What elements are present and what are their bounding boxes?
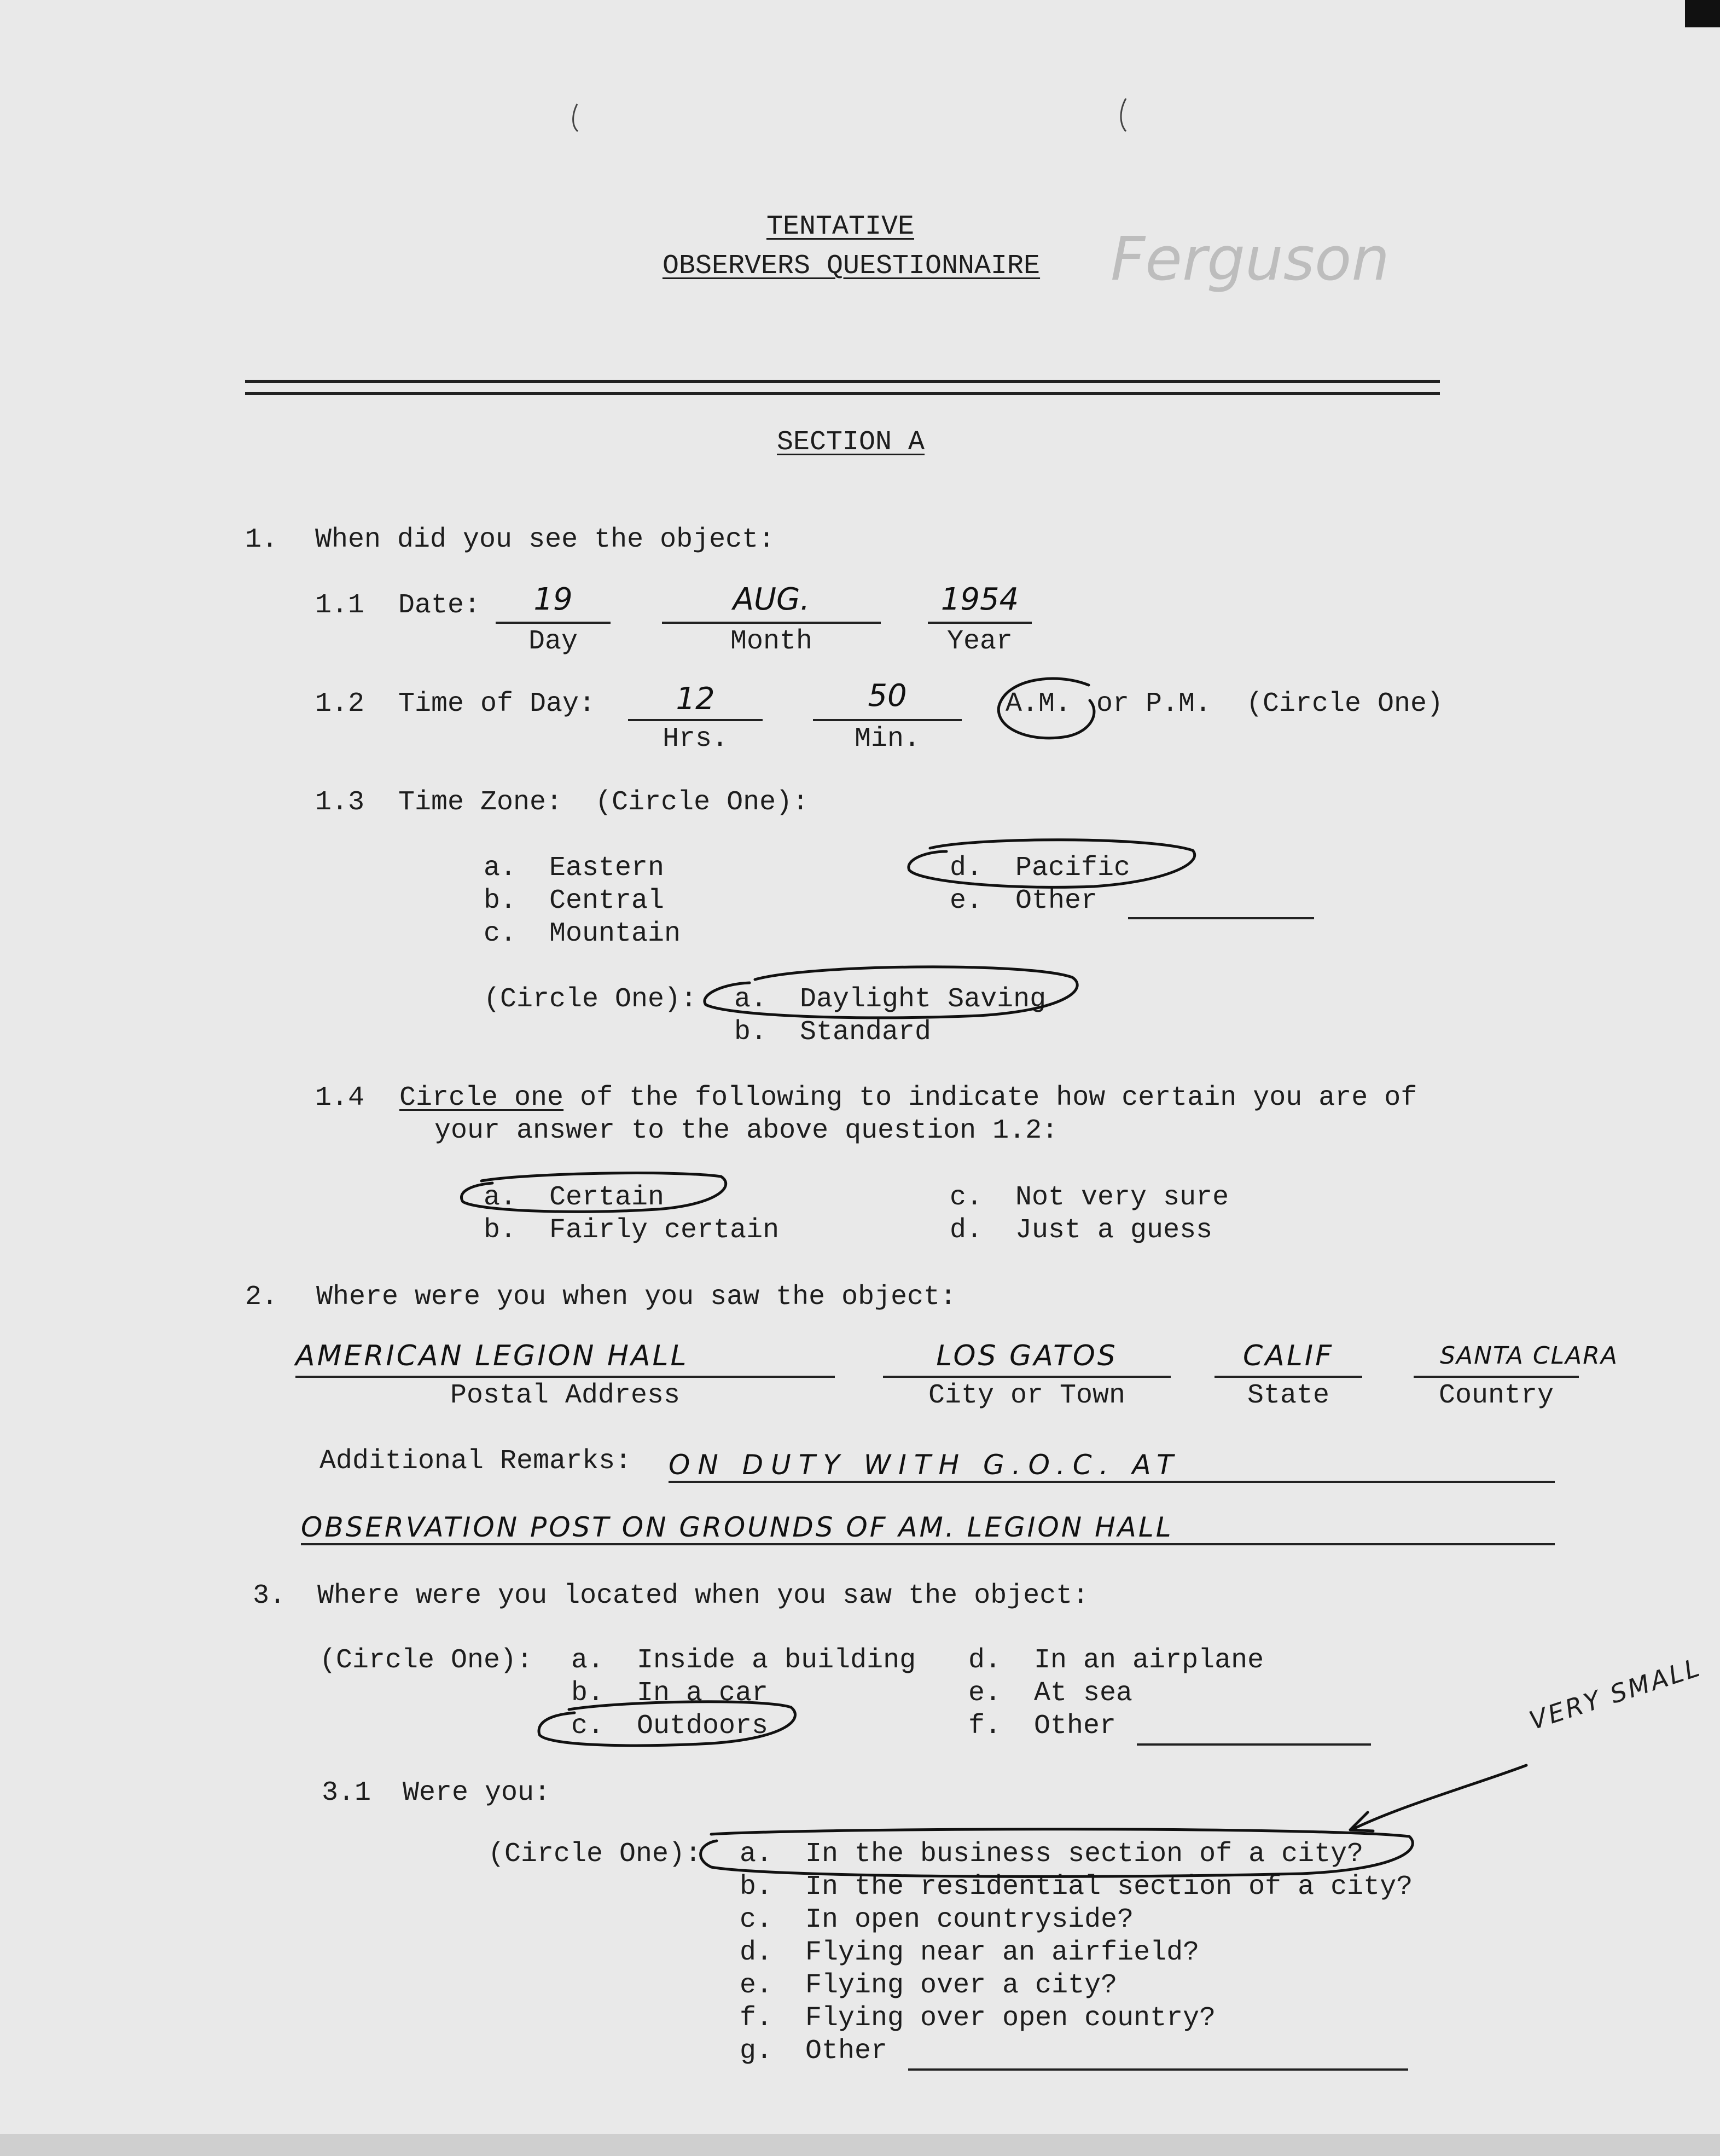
certain-circle-mark: [461, 1173, 725, 1212]
date-year-caption: Year: [946, 626, 1013, 657]
certainty-circle-one: Circle one: [399, 1082, 564, 1114]
outdoors-circle-mark: [539, 1702, 795, 1746]
q1-number: 1.: [245, 524, 278, 555]
city-value: LOS GATOS: [936, 1340, 1118, 1372]
pacific-circle-mark: [909, 840, 1195, 888]
certainty-option-certain: a. Certain: [484, 1182, 665, 1213]
am-circle-mark: [998, 679, 1094, 738]
time-label: Time of Day:: [398, 688, 596, 720]
state-value: CALIF: [1242, 1340, 1334, 1372]
top-right-scratch-mark: [1121, 98, 1126, 131]
q1-3-number: 1.3: [315, 787, 365, 818]
area-option-open-country: f. Flying over open country?: [740, 2003, 1216, 2034]
city-caption: City or Town: [928, 1380, 1126, 1411]
time-hours-caption: Hrs.: [662, 723, 729, 755]
annotation-arrow-line: [1351, 1765, 1526, 1830]
q3-1-label: Were you:: [403, 1777, 551, 1809]
section-heading: SECTION A: [777, 427, 925, 458]
time-am-option: A.M.: [1006, 688, 1072, 720]
time-minutes-value: 50: [868, 678, 907, 714]
time-zone-label: Time Zone: (Circle One):: [398, 787, 809, 818]
zone-option-mountain: c. Mountain: [484, 918, 681, 949]
remarks-value-line1: ON DUTY WITH G.O.C. AT: [669, 1449, 1181, 1481]
dst-option-daylight: a. Daylight Saving: [734, 984, 1047, 1015]
certainty-instruction-line1: of the following to indicate how certain you are of: [563, 1082, 1417, 1114]
location-option-car: b. In a car: [571, 1678, 769, 1709]
location-option-sea: e. At sea: [968, 1678, 1133, 1709]
location-option-other: f. Other: [968, 1711, 1117, 1742]
dst-option-standard: b. Standard: [734, 1017, 932, 1048]
handwritten-name-annotation: Ferguson: [1111, 224, 1390, 294]
handwritten-very-small-note: VERY SMALL: [1525, 1652, 1705, 1736]
area-option-over-city: e. Flying over a city?: [740, 1970, 1118, 2001]
q2-text: Where were you when you saw the object:: [316, 1282, 957, 1313]
business-circle-mark: [701, 1829, 1413, 1877]
form-title-tentative: TENTATIVE: [766, 211, 915, 242]
location-option-building: a. Inside a building: [571, 1645, 916, 1676]
zone-option-central: b. Central: [484, 885, 665, 917]
q1-4-number: 1.4: [315, 1082, 365, 1114]
form-title-questionnaire: OBSERVERS QUESTIONNAIRE: [662, 251, 1041, 282]
q1-2-number: 1.2: [315, 688, 365, 720]
top-left-scratch-mark: [573, 104, 578, 131]
certainty-option-not-very: c. Not very sure: [950, 1182, 1229, 1213]
date-label: Date:: [398, 590, 481, 621]
certainty-option-guess: d. Just a guess: [950, 1215, 1213, 1246]
time-hours-value: 12: [676, 681, 715, 717]
area-option-business: a. In the business section of a city?: [740, 1839, 1364, 1870]
q3-text: Where were you located when you saw the object:: [317, 1580, 1089, 1612]
certainty-option-fairly: b. Fairly certain: [484, 1215, 780, 1246]
date-day-value: 19: [533, 582, 573, 617]
date-month-value: AUG.: [733, 582, 810, 617]
time-pm-option: or P.M.: [1096, 688, 1212, 720]
country-caption: Country: [1438, 1380, 1554, 1411]
area-circle-instruction: (Circle One):: [488, 1839, 702, 1870]
time-minutes-caption: Min.: [854, 723, 921, 755]
location-option-airplane: d. In an airplane: [968, 1645, 1264, 1676]
remarks-value-line2: OBSERVATION POST ON GROUNDS OF AM. LEGION HALL: [301, 1511, 1173, 1543]
q1-text: When did you see the object:: [315, 524, 775, 555]
location-option-outdoors: c. Outdoors: [571, 1711, 769, 1742]
q3-number: 3.: [253, 1580, 286, 1612]
time-circle-instruction: (Circle One): [1246, 688, 1444, 720]
state-caption: State: [1247, 1380, 1330, 1411]
area-option-countryside: c. In open countryside?: [740, 1904, 1134, 1935]
remarks-label: Additional Remarks:: [319, 1446, 632, 1477]
location-circle-instruction: (Circle One):: [319, 1645, 533, 1676]
area-option-residential: b. In the residential section of a city?: [740, 1871, 1413, 1903]
area-option-airfield: d. Flying near an airfield?: [740, 1937, 1200, 1968]
q3-1-number: 3.1: [322, 1777, 371, 1809]
postal-address-caption: Postal Address: [450, 1380, 681, 1411]
area-option-other: g. Other: [740, 2036, 888, 2067]
zone-option-pacific: d. Pacific: [950, 853, 1131, 884]
country-value: SANTA CLARA: [1440, 1342, 1618, 1370]
daylight-circle-mark: [705, 967, 1077, 1018]
postal-address-value: AMERICAN LEGION HALL: [295, 1340, 689, 1372]
zone-option-eastern: a. Eastern: [484, 853, 665, 884]
certainty-instruction-line2: your answer to the above question 1.2:: [434, 1115, 1059, 1146]
date-day-caption: Day: [528, 626, 578, 657]
q1-1-number: 1.1: [315, 590, 365, 621]
date-month-caption: Month: [730, 626, 813, 657]
zone-option-other: e. Other: [950, 885, 1098, 917]
dst-circle-instruction: (Circle One):: [484, 984, 698, 1015]
q2-number: 2.: [245, 1282, 278, 1313]
date-year-value: 1954: [940, 582, 1019, 617]
